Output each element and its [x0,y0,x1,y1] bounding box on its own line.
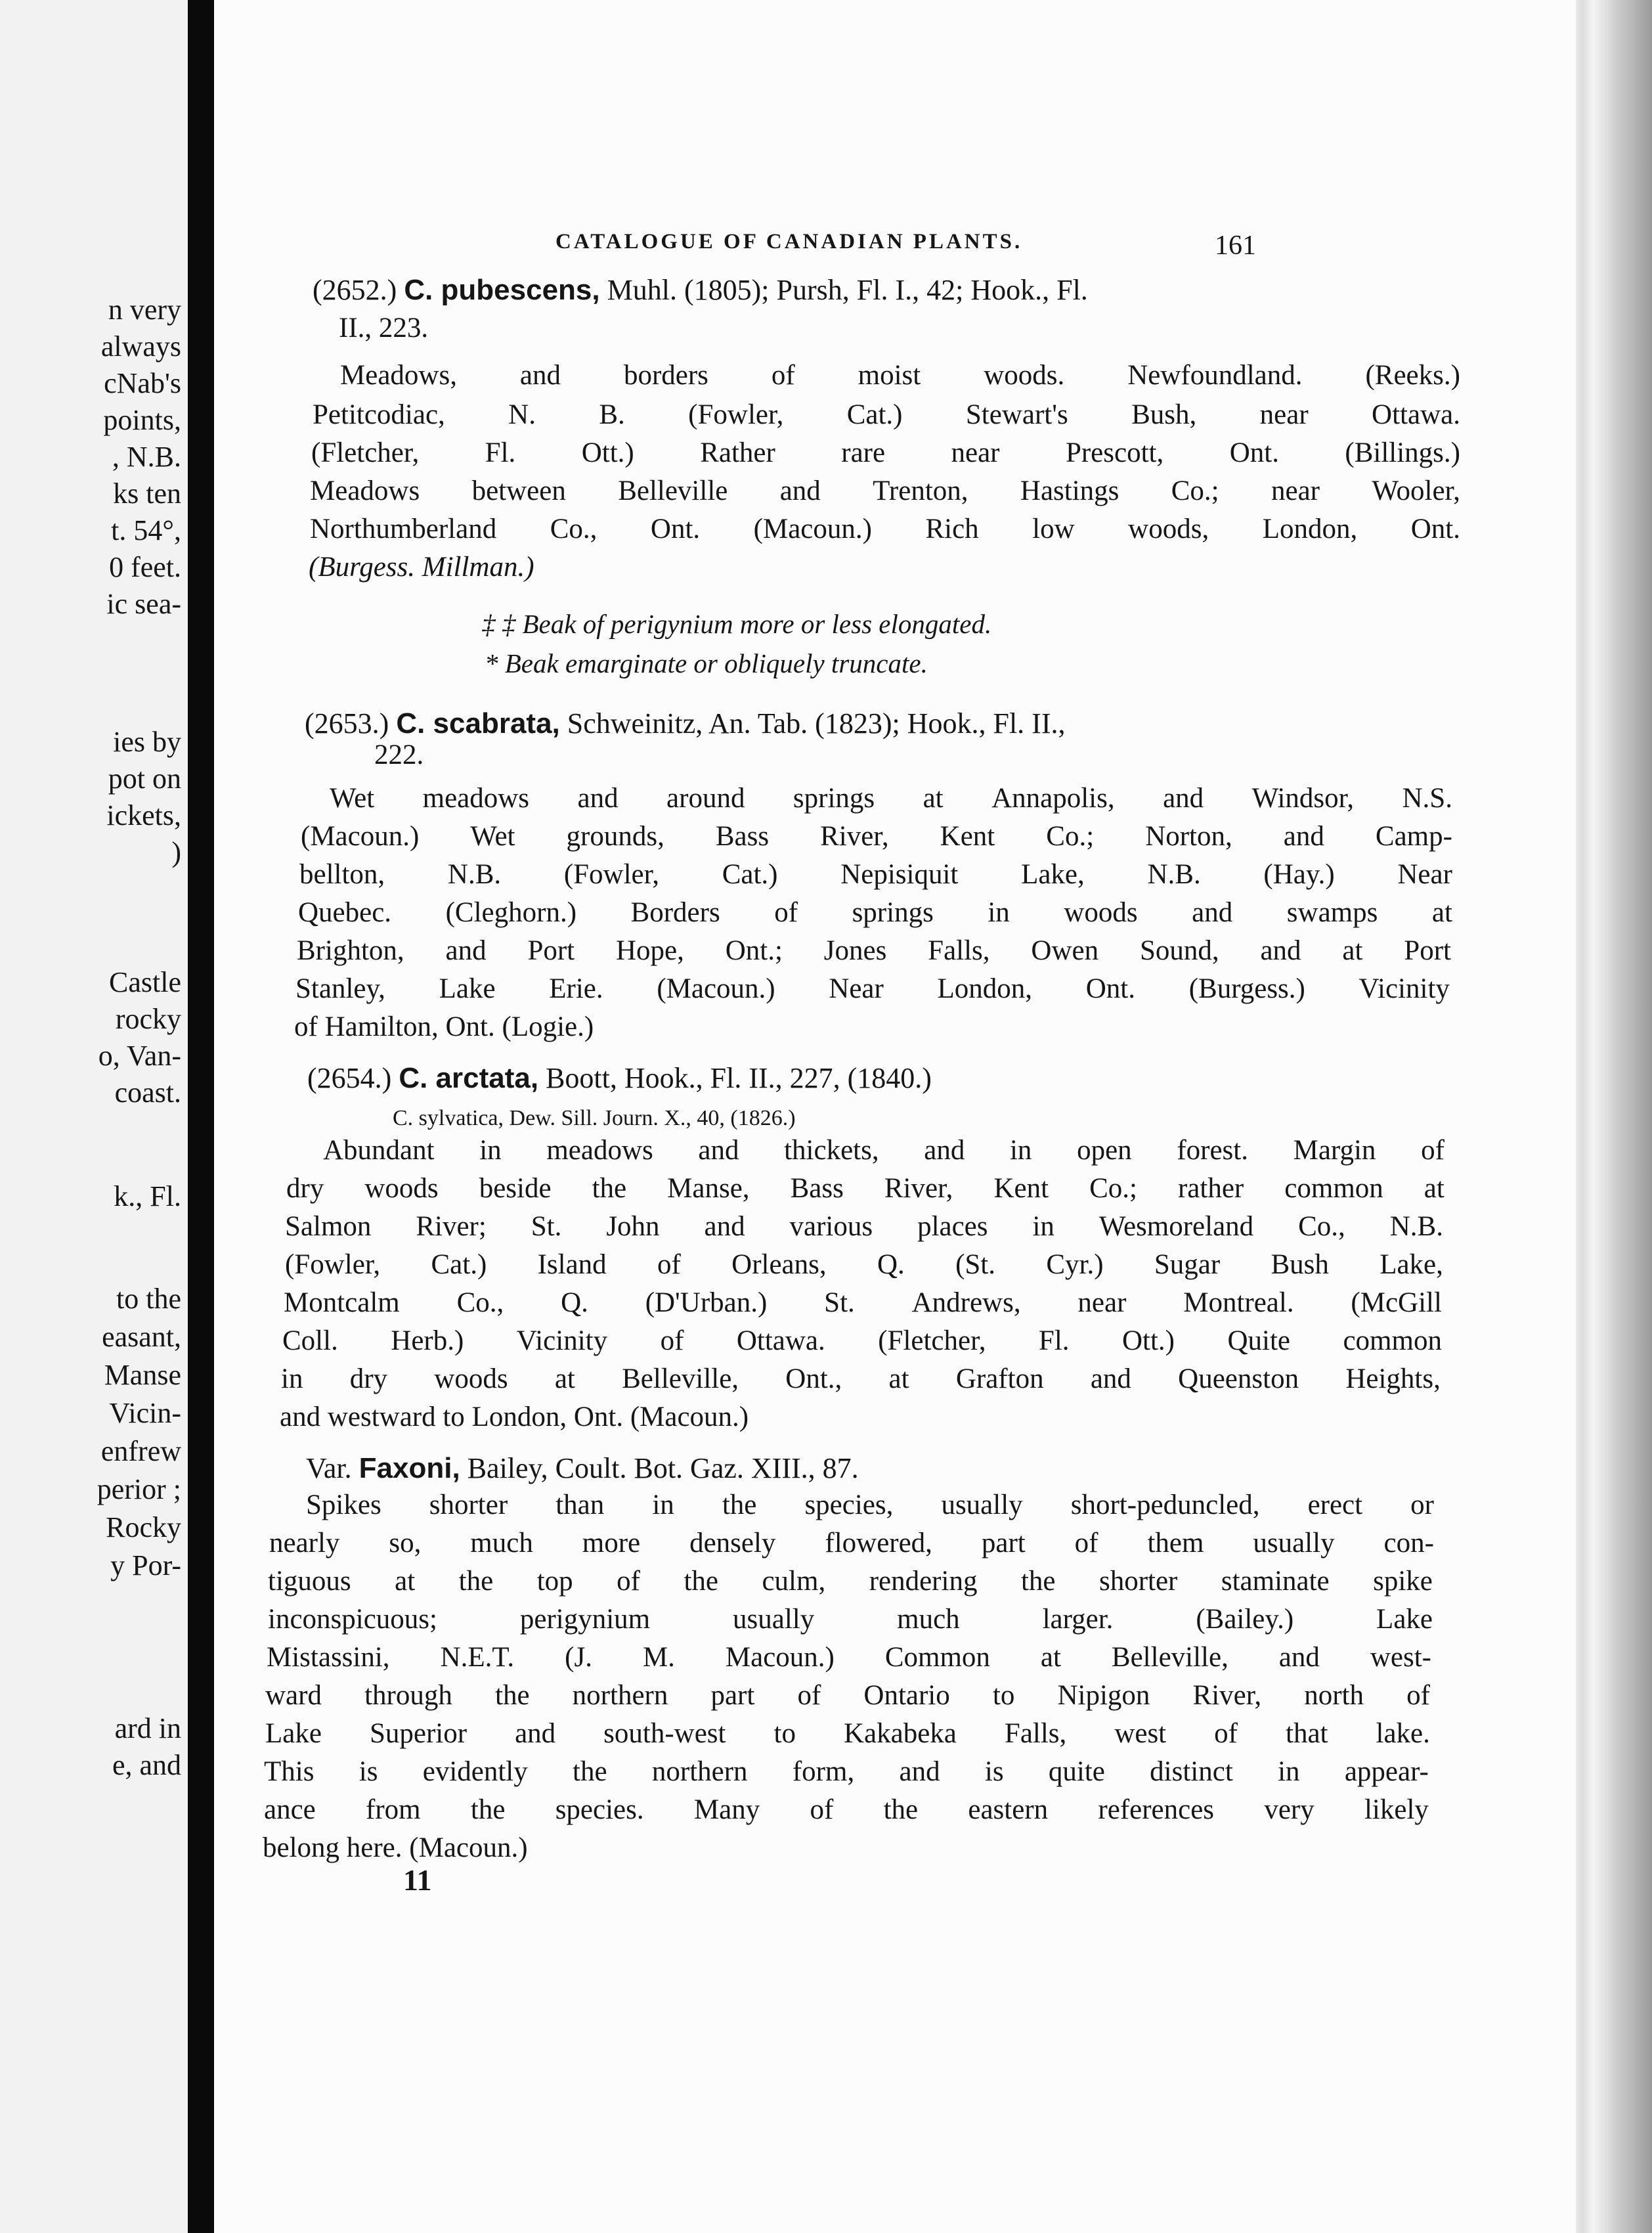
variety-citation: Bailey, Coult. Bot. Gaz. XIII., 87. [467,1452,859,1484]
entry-text-line: Petitcodiac, N. B. (Fowler, Cat.) Stewart's Bush, near Ottawa. [313,399,1460,430]
left-page-fragment: , N.B. [112,441,181,473]
variety-text-line: Spikes shorter than in the species, usually short-peduncled, erect or [306,1490,1434,1520]
left-page-fragment: Castle [109,966,181,998]
page-edges [1576,0,1652,2233]
entry-text-line: Stanley, Lake Erie. (Macoun.) Near London, Ont. (Burgess.) Vicinity [295,973,1450,1004]
left-page-fragment: Manse [104,1359,181,1391]
left-page-fragment: e, and [112,1749,181,1781]
variety-text-line: This is evidently the northern form, and is quite distinct in appear- [264,1756,1429,1787]
entry-heading [313,276,1088,305]
left-page-fragment: points, [103,404,181,436]
entry-text-line: dry woods beside the Manse, Bass River, Kent Co.; rather common at [286,1173,1445,1204]
species-name: C. pubescens, [404,274,600,306]
entry-text-line: Wet meadows and around springs at Annapolis, and Windsor, N.S. [330,783,1452,814]
citation-continuation: II., 223. [339,313,429,343]
entry-text-line: Meadows, and borders of moist woods. Newfoundland. (Reeks.) [340,360,1460,391]
left-page-fragment: t. 54°, [111,514,181,546]
left-page-fragment: ic sea- [106,588,181,620]
entry-text-line: and westward to London, Ont. (Macoun.) [280,1402,749,1432]
entry-text-line: Brighton, and Port Hope, Ont.; Jones Falls, Owen Sound, and at Port [297,935,1451,966]
citation: Muhl. (1805); Pursh, Fl. I., 42; Hook., Fl. [607,274,1088,306]
citation-continuation: 222. [374,740,424,770]
left-page-fragment: rocky [115,1003,181,1035]
variety-text-line: inconspicuous; perigynium usually much larger. (Bailey.) Lake [268,1604,1433,1635]
left-page-fragment: always [100,330,181,363]
variety-text-line: tiguous at the top of the culm, rendering the shorter staminate spike [268,1566,1433,1597]
left-page-fragment: n very [108,294,181,326]
entry-text-line: (Fowler, Cat.) Island of Orleans, Q. (St. Cyr.) Sugar Bush Lake, [285,1249,1443,1280]
left-page-fragment: Rocky [106,1511,181,1543]
left-page-fragment: coast. [114,1076,181,1109]
entry-text-line: bellton, N.B. (Fowler, Cat.) Nepisiquit Lake, N.B. (Hay.) Near [299,859,1452,890]
species-name: C. arctata, [399,1062,539,1094]
entry-text-line: (Macoun.) Wet grounds, Bass River, Kent Co.; Norton, and Camp- [301,821,1452,852]
left-page-fragment: ickets, [106,799,181,831]
citation: Schweinitz, An. Tab. (1823); Hook., Fl. II., [567,707,1066,740]
signature-mark: 11 [403,1863,432,1897]
left-page-fragment: ks ten [113,477,181,510]
book-gutter [188,0,214,2233]
variety-name: Faxoni, [359,1452,460,1484]
left-page-fragment: cNab's [104,367,181,399]
key-subhead: ‡ ‡ Beak of perigynium more or less elongated. [482,609,992,639]
variety-text-line: nearly so, much more densely flowered, part of them usually con- [269,1528,1434,1559]
running-header [214,230,1576,269]
entry-text-line: Coll. Herb.) Vicinity of Ottawa. (Fletcher, Fl. Ott.) Quite common [282,1325,1442,1356]
left-page-fragment: y Por- [110,1549,181,1581]
left-page-fragment: k., Fl. [114,1180,181,1212]
left-page-fragment: ) [171,836,181,868]
entry-number: (2652.) [313,274,397,306]
entry-text-line: Northumberland Co., Ont. (Macoun.) Rich low woods, London, Ont. [310,514,1460,544]
entry-text-line: Quebec. (Cleghorn.) Borders of springs in woods and swamps at [298,897,1452,928]
left-page-fragment: ard in [114,1712,181,1744]
entry-text-line: Abundant in meadows and thickets, and in open forest. Margin of [323,1135,1445,1166]
left-page-fragment: pot on [108,763,181,795]
variety-text-line: belong here. (Macoun.) [263,1832,528,1863]
entry-text-line: Montcalm Co., Q. (D'Urban.) St. Andrews, near Montreal. (McGill [284,1287,1442,1318]
entry-text-line: of Hamilton, Ont. (Logie.) [294,1011,594,1042]
variety-text-line: Lake Superior and south-west to Kakabeka Falls, west of that lake. [265,1718,1430,1749]
citation: Boott, Hook., Fl. II., 227, (1840.) [546,1062,932,1094]
left-page-fragment: Vicin- [109,1397,181,1429]
left-page-fragment: easant, [102,1321,181,1353]
entry-number: (2654.) [307,1062,392,1094]
species-name: C. scabrata, [396,707,560,740]
entry-text-line: (Fletcher, Fl. Ott.) Rather rare near Prescott, Ont. (Billings.) [311,437,1460,468]
left-page-fragment: to the [116,1283,181,1315]
left-page-fragment: enfrew [100,1435,181,1467]
left-page-fragment: 0 feet. [109,551,181,583]
left-page-fragment: o, Van- [98,1040,181,1072]
left-page-fragment: ies by [113,726,181,758]
entry-text-line: in dry woods at Belleville, Ont., at Grafton and Queenston Heights, [281,1363,1441,1394]
variety-prefix: Var. [306,1452,352,1484]
entry-text-line: (Burgess. Millman.) [309,552,534,583]
variety-text-line: ward through the northern part of Ontario to Nipigon River, north of [265,1680,1430,1711]
synonym-line: C. sylvatica, Dew. Sill. Journ. X., 40, (1826.) [393,1106,796,1130]
left-facing-page [0,0,188,2233]
entry-heading [307,1064,932,1093]
entry-heading [305,709,1065,738]
variety-text-line: Mistassini, N.E.T. (J. M. Macoun.) Common at Belleville, and west- [267,1642,1431,1673]
key-subhead: * Beak emarginate or obliquely truncate. [485,648,928,678]
variety-text-line: ance from the species. Many of the eastern references very likely [264,1794,1429,1825]
entry-text-line: Salmon River; St. John and various places in Wesmoreland Co., N.B. [285,1211,1443,1242]
right-page [214,0,1576,2233]
entry-text-line: Meadows between Belleville and Trenton, Hastings Co.; near Wooler, [310,475,1460,506]
page-number: 161 [1215,231,1256,261]
entry-number: (2653.) [305,707,389,740]
left-page-fragment: perior ; [97,1473,181,1505]
variety-heading [306,1454,859,1483]
running-title: CATALOGUE OF CANADIAN PLANTS. [555,230,1023,254]
